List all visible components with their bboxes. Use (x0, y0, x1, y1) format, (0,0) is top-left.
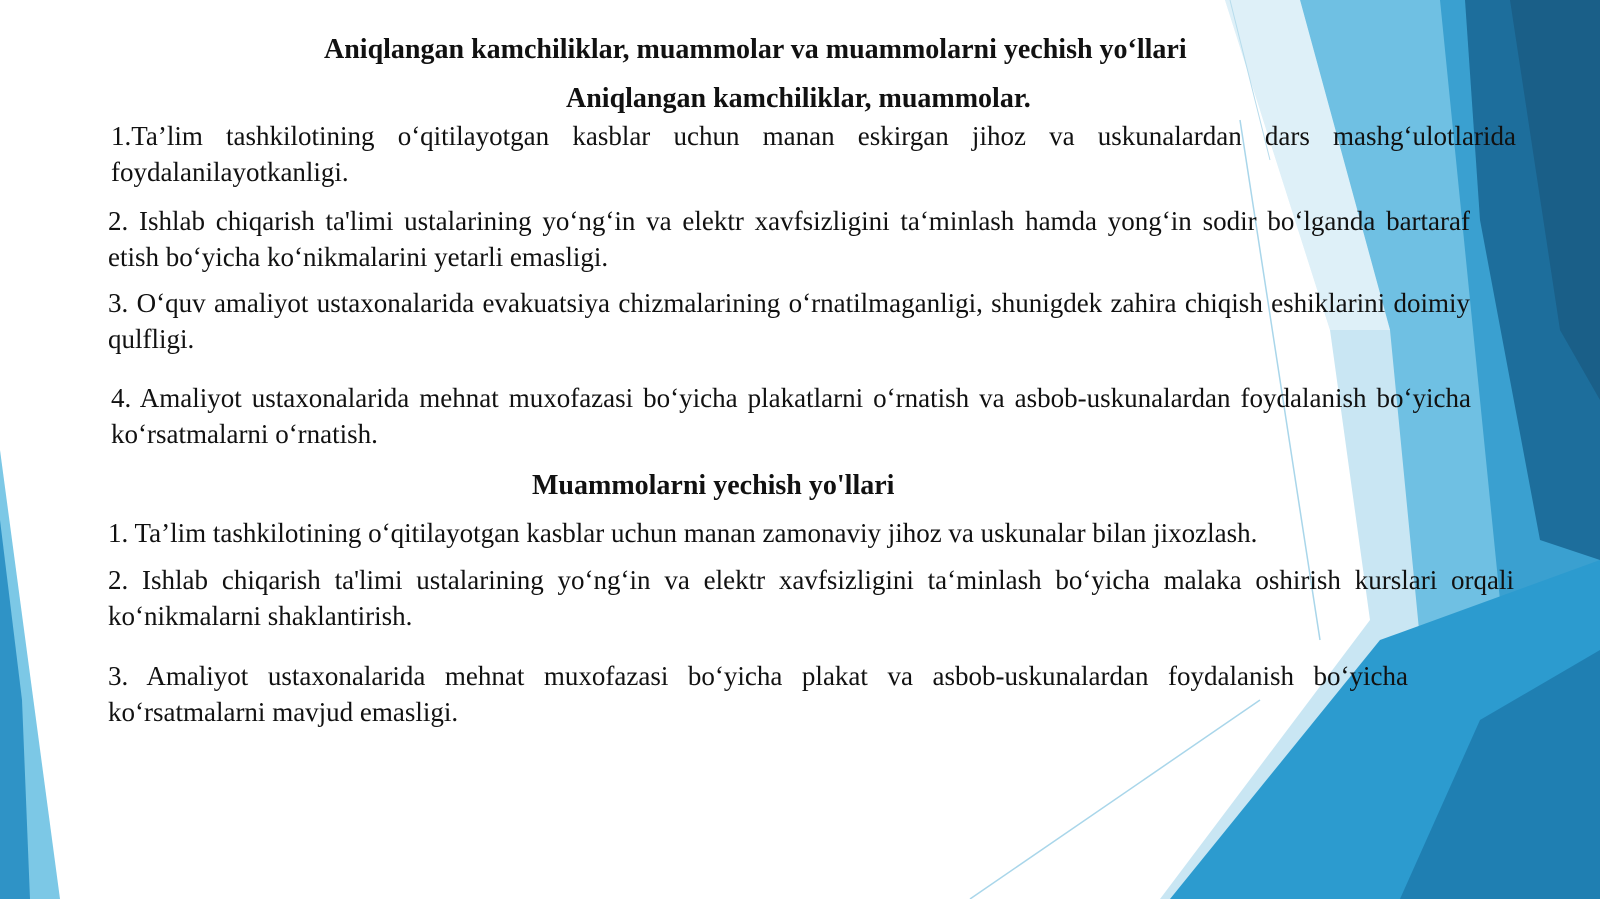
problem-item-3: 3. O‘quv amaliyot ustaxonalarida evakuatsiya chizmalarining o‘rnatilmaganligi, shunigdek zahira chiqish eshiklarini doimiy qulfligi. (108, 288, 1470, 354)
solutions-heading: Muammolarni yechish yo'llari (532, 470, 895, 501)
problems-heading: Aniqlangan kamchiliklar, muammolar. (566, 83, 1031, 114)
solution-item-3: 3. Amaliyot ustaxonalarida mehnat muxofazasi bo‘yicha plakat va asbob-uskunalardan foydalanish bo‘yicha ko‘rsatmalarni mavjud emasligi. (108, 661, 1408, 727)
problem-item-1: 1.Ta’lim tashkilotining o‘qitilayotgan kasblar uchun manan eskirgan jihoz va uskunalardan dars mashg‘ulotlarida foydalanilayotkanligi. (111, 121, 1516, 187)
slide-title: Aniqlangan kamchiliklar, muammolar va muammolarni yechish yo‘llari (324, 34, 1187, 65)
solution-item-2: 2. Ishlab chiqarish ta'limi ustalarining yo‘ng‘in va elektr xavfsizligini ta‘minlash bo‘yicha malaka oshirish kurslari orqali ko‘nikmalarni shaklantirish. (108, 565, 1514, 631)
problem-item-4: 4. Amaliyot ustaxonalarida mehnat muxofazasi bo‘yicha plakatlarni o‘rnatish va asbob-uskunalardan foydalanish bo‘yicha ko‘rsatmalarni o‘rnatish. (111, 383, 1471, 449)
problem-item-2: 2. Ishlab chiqarish ta'limi ustalarining yo‘ng‘in va elektr xavfsizligini ta‘minlash hamda yong‘in sodir bo‘lganda bartaraf etish bo‘yicha ko‘nikmalarini yetarli emasligi. (108, 206, 1470, 272)
solution-item-1: 1. Ta’lim tashkilotining o‘qitilayotgan kasblar uchun manan zamonaviy jihoz va uskunalar bilan jixozlash. (108, 518, 1258, 548)
